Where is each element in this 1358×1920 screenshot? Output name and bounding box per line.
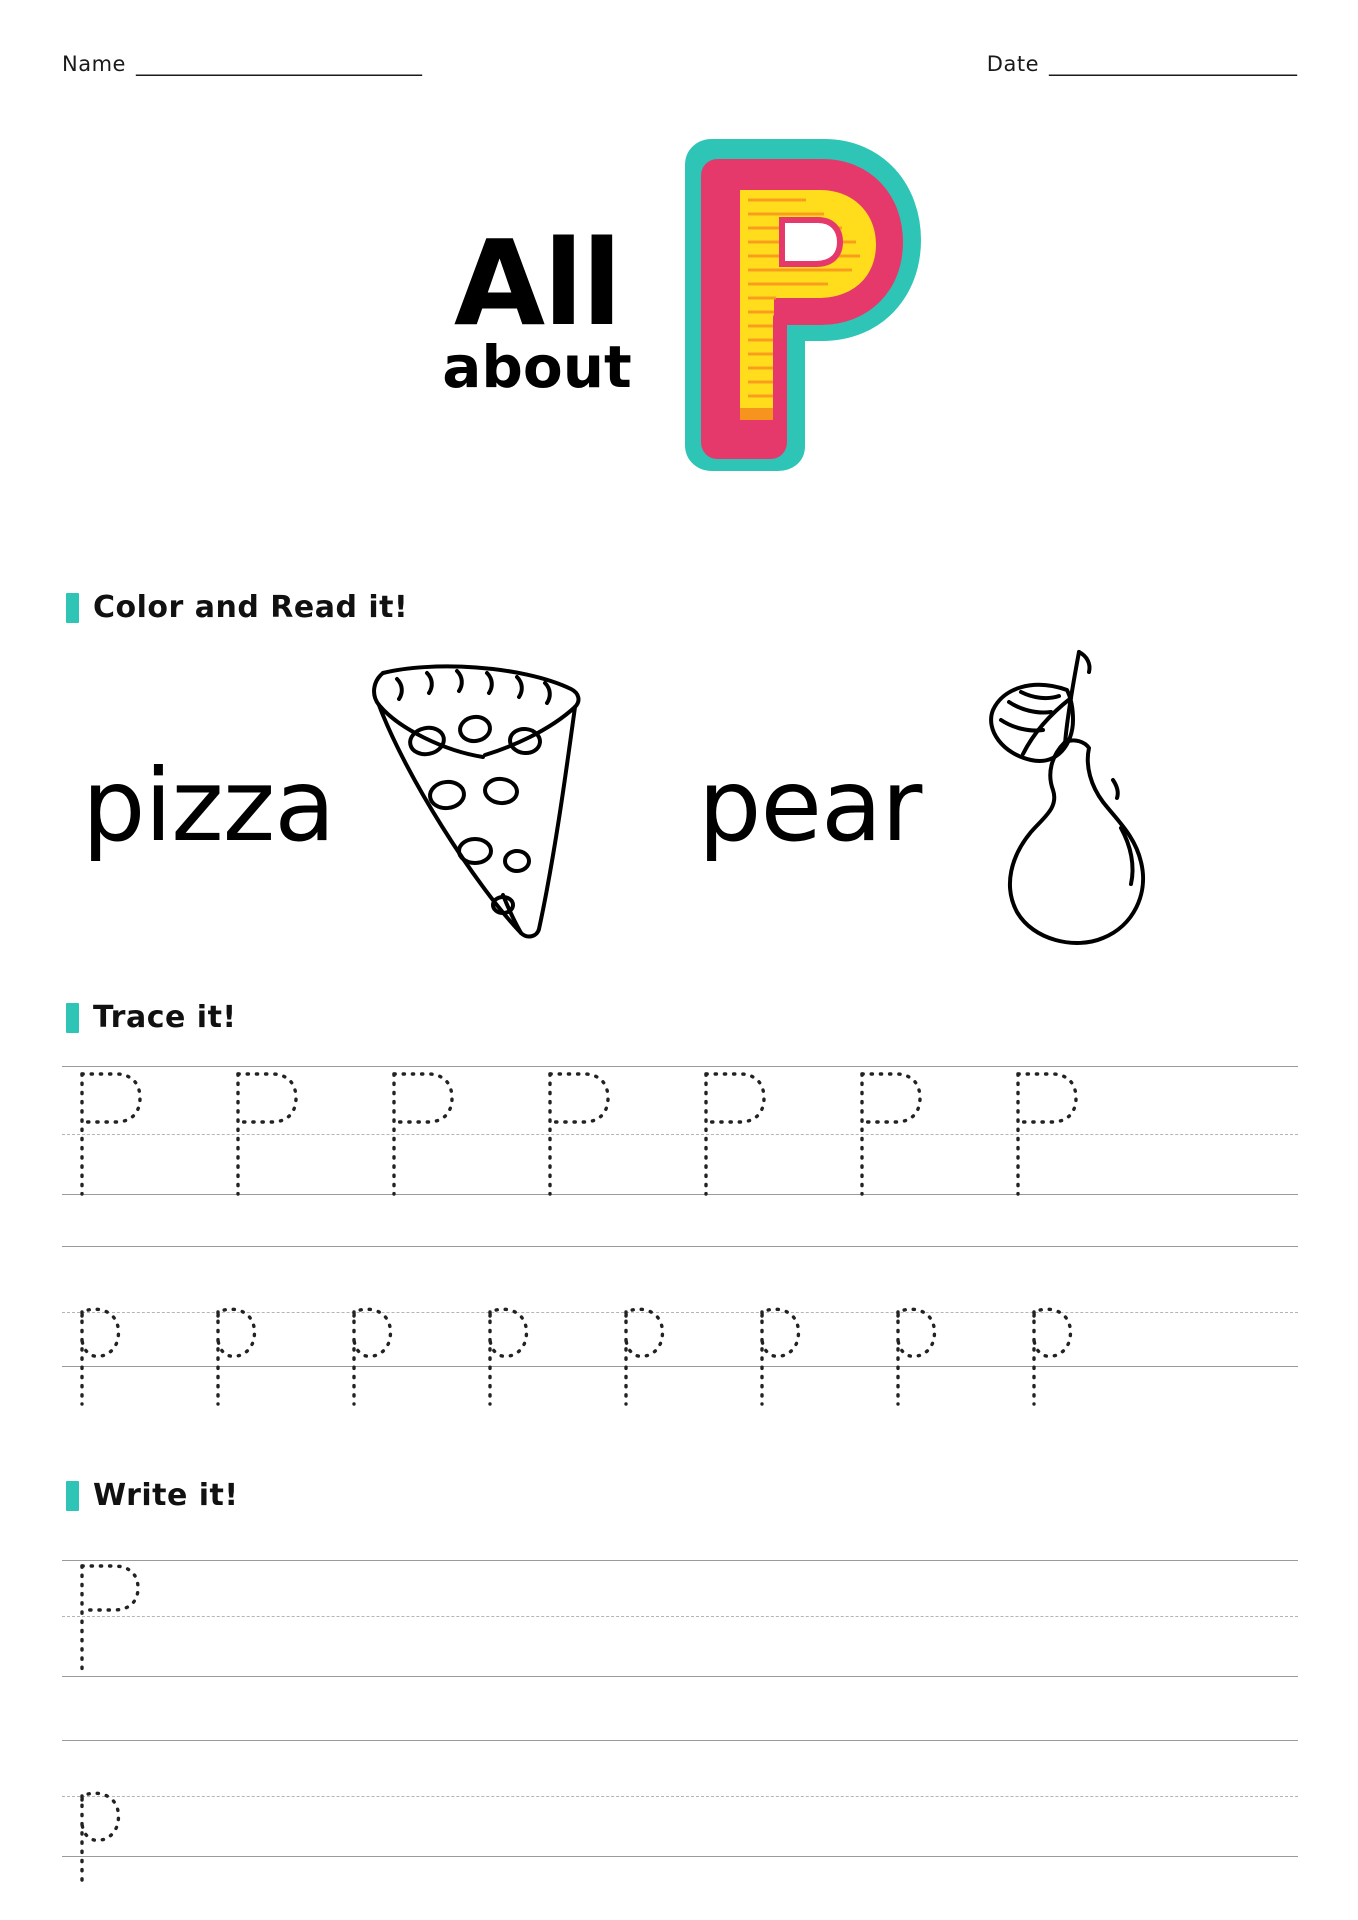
read-item-pear (680, 640, 1300, 970)
trace-letters-uppercase[interactable] (62, 1066, 1298, 1216)
name-write-line: ______________________________ (135, 52, 421, 76)
write-band-lowercase[interactable] (62, 1740, 1298, 1890)
decorative-letter-p (656, 140, 916, 470)
name-label: Name (62, 52, 126, 76)
worksheet-header (0, 52, 1358, 76)
trace-letters-lowercase[interactable] (62, 1276, 1298, 1406)
accent-tick-icon (66, 1481, 79, 1511)
pizza-slice-illustration (335, 655, 605, 955)
date-label: Date (986, 52, 1039, 76)
write-model-letter-lowercase[interactable] (62, 1740, 1298, 1890)
title-line-1: All (453, 213, 621, 352)
section-label: Color and Read it! (93, 590, 409, 625)
write-model-letter-uppercase[interactable] (62, 1560, 1298, 1700)
trace-band-uppercase[interactable] (62, 1066, 1298, 1216)
ruling-line (62, 1246, 1298, 1247)
section-heading-trace (66, 1000, 237, 1035)
name-field[interactable] (62, 52, 421, 76)
section-heading-write (66, 1478, 239, 1513)
word-label: pear (698, 746, 922, 864)
title-words (442, 213, 632, 402)
accent-tick-icon (66, 593, 79, 623)
title-block (0, 140, 1358, 470)
ruling-extra-uppercase (62, 1246, 1298, 1247)
title-line-2: about (442, 333, 632, 402)
date-write-line: __________________________ (1049, 52, 1296, 76)
pear-illustration (921, 648, 1185, 962)
word-label: pizza (82, 746, 335, 864)
trace-band-lowercase[interactable] (62, 1276, 1298, 1406)
read-item-pizza (60, 640, 680, 970)
write-band-uppercase[interactable] (62, 1560, 1298, 1700)
date-field[interactable] (987, 52, 1296, 76)
color-and-read-row (60, 640, 1300, 970)
section-heading-color-and-read (66, 590, 408, 625)
accent-tick-icon (66, 1003, 79, 1033)
section-label: Write it! (93, 1478, 239, 1513)
section-label: Trace it! (93, 1000, 237, 1035)
